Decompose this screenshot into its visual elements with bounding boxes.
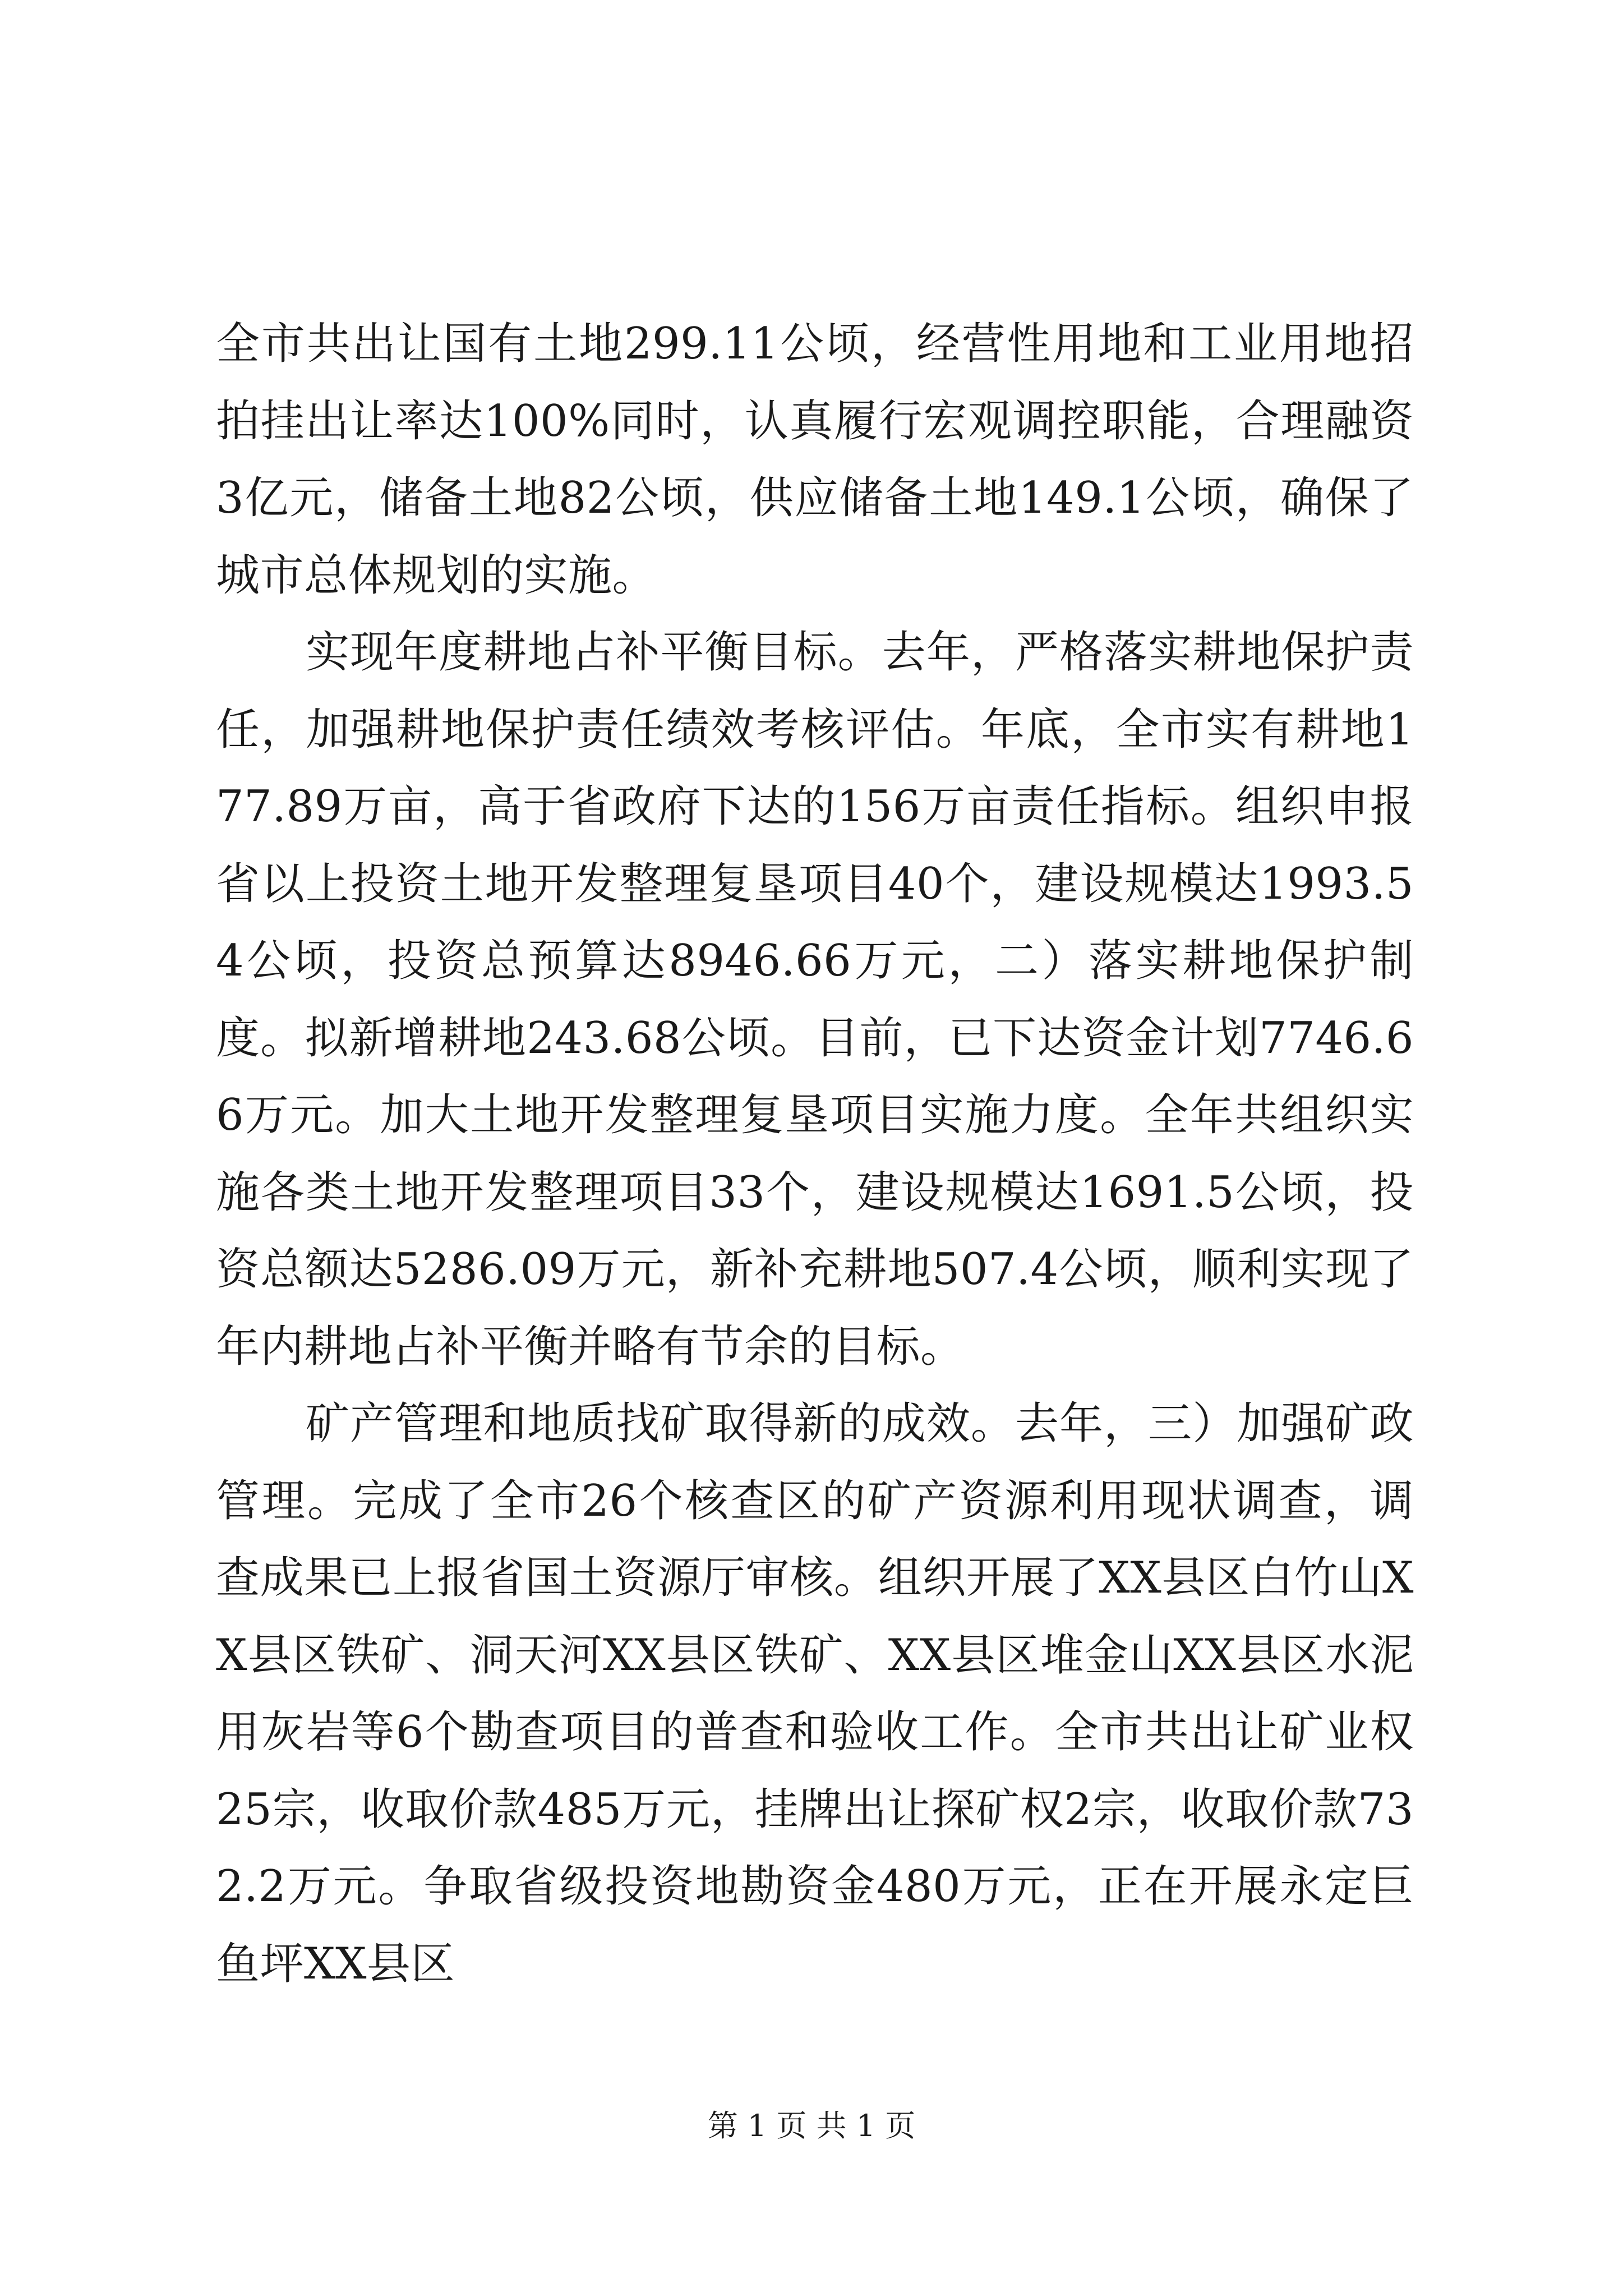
paragraph-mineral-management: 矿产管理和地质找矿取得新的成效。去年，三）加强矿政管理。完成了全市26个核查区的矿产资源利用现状调查，调查成果已上报省国土资源厅审核。组织开展了XX县区白竹山XX县区铁矿、洞天河XX县区铁矿、XX县区堆金山XX县区水泥用灰岩等6个勘查项目的普查和验收工作。全市共出让矿业权25宗，收取价款485万元，挂牌出让探矿权2宗，收取价款732.2万元。争取省级投资地勘资金480万元，正在开展永定巨鱼坪XX县区	[216, 1398, 1414, 1989]
paragraph-land-transfer: 全市共出让国有土地299.11公顷，经营性用地和工业用地招拍挂出让率达100%同时，认真履行宏观调控职能，合理融资3亿元，储备土地82公顷，供应储备土地149.1公顷，确保了城市总体规划的实施。	[216, 319, 1414, 601]
paragraph-farmland-balance: 实现年度耕地占补平衡目标。去年，严格落实耕地保护责任，加强耕地保护责任绩效考核评估。年底，全市实有耕地177.89万亩，高于省政府下达的156万亩责任指标。组织申报省以上投资土地开发整理复垦项目40个，建设规模达1993.54公顷，投资总预算达8946.66万元，二）落实耕地保护制度。拟新增耕地243.68公顷。目前，已下达资金计划7746.66万元。加大土地开发整理复垦项目实施力度。全年共组织实施各类土地开发整理项目33个，建设规模达1691.5公顷，投资总额达5286.09万元，新补充耕地507.4公顷，顺利实现了年内耕地占补平衡并略有节余的目标。	[216, 627, 1414, 1372]
page-footer: 第 1 页 共 1 页	[707, 2108, 916, 2143]
document-body	[216, 306, 1414, 2003]
